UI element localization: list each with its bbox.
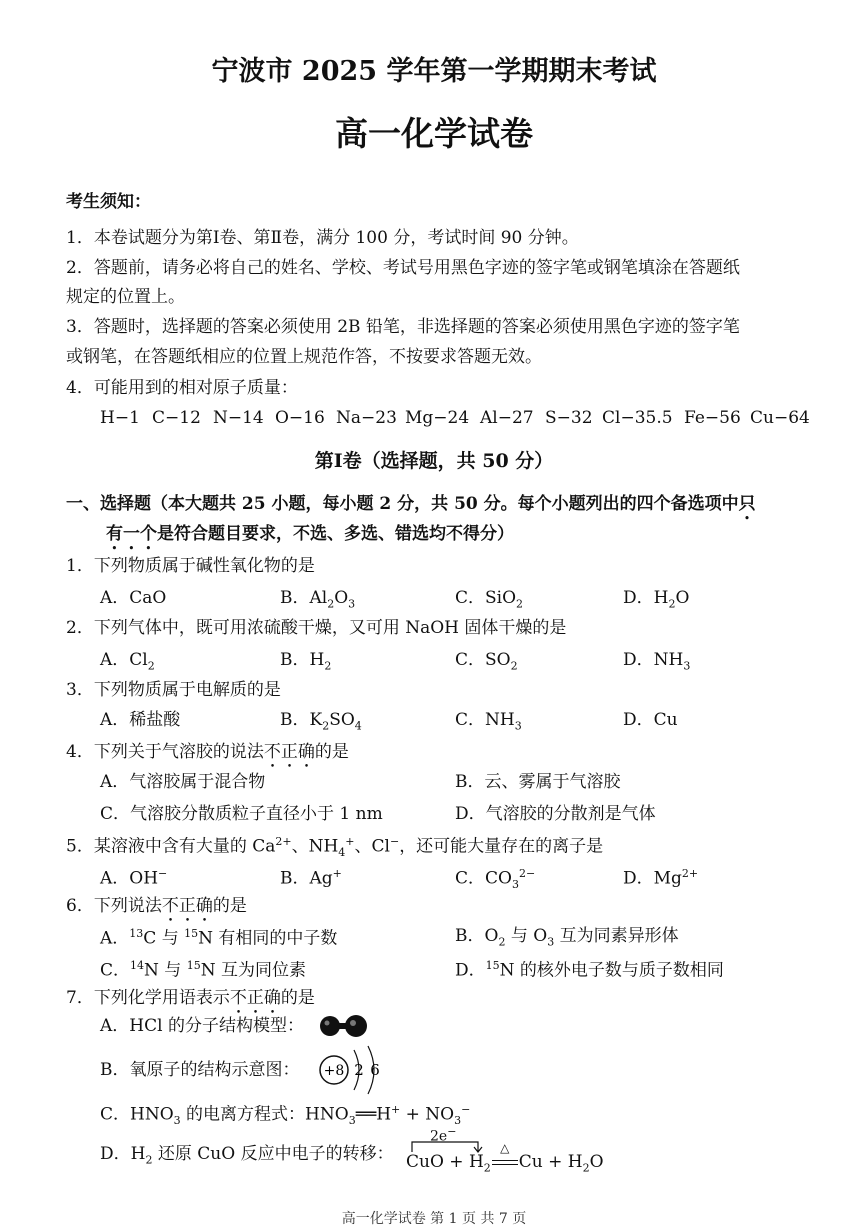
notice-item-3-line1: 3．答题时，选择题的答案必须使用 2B 铅笔，非选择题的答案必须使用黑色字迹的签字笔 xyxy=(66,317,740,337)
question-4-option-c[interactable]: C．气溶胶分散质粒子直径小于 1 nm xyxy=(100,804,383,824)
atomic-mass: Cl−35.5 xyxy=(602,408,673,428)
question-3-stem: 3．下列物质属于电解质的是 xyxy=(66,680,281,700)
question-6-option-a[interactable]: A．$^{13}$C 与 $^{15}$N 有相同的中子数 xyxy=(100,927,338,949)
question-3-option-b[interactable]: B．$K_2SO_4$ xyxy=(280,710,362,733)
question-5-option-b[interactable]: B．Ag+ xyxy=(280,867,342,889)
question-3-option-c[interactable]: C．$NH_3$ xyxy=(455,710,522,733)
question-2-option-c[interactable]: C．$SO_2$ xyxy=(455,650,518,673)
atomic-mass: N−14 xyxy=(213,408,264,428)
nucleus-charge-label: +8 xyxy=(323,1063,345,1079)
question-1-option-b[interactable]: B．$Al_2O_3$ xyxy=(280,588,356,611)
question-2-stem: 2．下列气体中，既可用浓硫酸干燥，又可用 NaOH 固体干燥的是 xyxy=(66,618,567,638)
section-instructions-line2: 有一个是符合题目要求，不选、多选、错选均不得分） xyxy=(106,524,514,544)
question-6-option-c[interactable]: C．$^{14}$N 与 $^{15}$N 互为同位素 xyxy=(100,959,306,981)
atomic-mass: S−32 xyxy=(545,408,593,428)
notice-item-1: 1．本卷试题分为第Ⅰ卷、第Ⅱ卷，满分 100 分，考试时间 90 分钟。 xyxy=(66,228,579,248)
section-instructions-line1: 一、选择题（本大题共 25 小题，每小题 2 分，共 50 分。每个小题列出的四个备选项中只 xyxy=(66,494,756,514)
question-6-option-b[interactable]: B．$O_2$ 与 $O_3$ 互为同素异形体 xyxy=(455,926,679,949)
page-footer: 高一化学试卷 第 1 页 共 7 页 xyxy=(341,1211,527,1227)
question-1-option-a[interactable]: A．CaO xyxy=(100,588,167,608)
question-7-option-b[interactable]: B．氧原子的结构示意图： xyxy=(100,1060,300,1080)
atomic-mass: Cu−64 xyxy=(750,408,810,428)
question-2-option-a[interactable]: A．$Cl_2$ xyxy=(100,650,155,673)
notice-item-2-line1: 2．答题前，请务必将自己的姓名、学校、考试号用黑色字迹的签字笔或钢笔填涂在答题纸 xyxy=(66,258,740,278)
question-7-option-a[interactable]: A．HCl 的分子结构模型： xyxy=(100,1016,304,1036)
atomic-mass: Na−23 xyxy=(336,408,397,428)
question-7-option-c[interactable]: C．$HNO_3$ 的电离方程式：$HNO_3══H^+ + NO_3^-$ xyxy=(100,1103,471,1128)
question-2-option-b[interactable]: B．$H_2$ xyxy=(280,650,332,673)
notice-item-3-line2: 或钢笔，在答题纸相应的位置上规范作答，不按要求答题无效。 xyxy=(66,347,542,367)
question-6-option-d[interactable]: D．$^{15}$N 的核外电子数与质子数相同 xyxy=(455,959,724,981)
question-2-option-d[interactable]: D．$NH_3$ xyxy=(623,650,691,673)
question-6-stem: 6．下列说法不正确的是 xyxy=(66,896,247,916)
notice-item-4: 4．可能用到的相对原子质量： xyxy=(66,378,298,398)
question-5-option-a[interactable]: A．OH− xyxy=(100,867,168,889)
atomic-masses-row xyxy=(0,410,868,430)
notice-item-2-line2: 规定的位置上。 xyxy=(66,287,185,307)
electron-transfer-label: 2e− xyxy=(430,1125,457,1145)
atomic-mass: C−12 xyxy=(152,408,201,428)
exam-subtitle: 高一化学试卷 xyxy=(335,114,533,153)
question-4-stem: 4．下列关于气溶胶的说法不正确的是 xyxy=(66,742,349,762)
atomic-mass: Mg−24 xyxy=(405,408,470,428)
question-1-stem: 1．下列物质属于碱性氧化物的是 xyxy=(66,556,315,576)
section-title: 第Ⅰ卷（选择题，共 50 分） xyxy=(314,450,554,472)
question-7-stem: 7．下列化学用语表示不正确的是 xyxy=(66,988,315,1008)
question-3-option-d[interactable]: D．Cu xyxy=(623,710,678,730)
question-3-option-a[interactable]: A．稀盐酸 xyxy=(100,710,181,730)
atomic-mass: Fe−56 xyxy=(684,408,741,428)
atomic-mass: O−16 xyxy=(275,408,325,428)
question-4-option-b[interactable]: B．云、雾属于气溶胶 xyxy=(455,772,621,792)
atomic-mass: Al−27 xyxy=(480,408,534,428)
shell-1-electrons: 2 xyxy=(354,1061,364,1079)
oxygen-atom-structure-diagram xyxy=(318,1042,390,1098)
cuo-reduction-equation: CuO + $H_2$ △ $Cu + H_2O$ xyxy=(406,1141,604,1175)
question-5-stem: 5．某溶液中含有大量的 $Ca^{2+}$、$NH_4^+$、Cl−，还可能大量存在的离子是 xyxy=(66,835,604,860)
question-1-option-c[interactable]: C．SiO$_2$ xyxy=(455,588,524,611)
question-4-option-d[interactable]: D．气溶胶的分散剂是气体 xyxy=(455,804,656,824)
question-5-option-c[interactable]: C．$CO_3^{2-}$ xyxy=(455,867,536,892)
question-7-option-d[interactable]: D．$H_2$ 还原 CuO 反应中电子的转移： xyxy=(100,1144,394,1167)
question-1-option-d[interactable]: D．$H_2O$ xyxy=(623,588,690,611)
heat-symbol: △ xyxy=(500,1141,510,1155)
shell-2-electrons: 6 xyxy=(370,1061,380,1079)
hcl-ball-model-icon xyxy=(318,1014,370,1038)
exam-title: 宁波市 2025 学年第一学期期末考试 xyxy=(211,56,657,87)
atomic-mass: H−1 xyxy=(100,408,140,428)
question-4-option-a[interactable]: A．气溶胶属于混合物 xyxy=(100,772,266,792)
notice-heading: 考生须知： xyxy=(66,192,151,212)
question-5-option-d[interactable]: D．$Mg^{2+}$ xyxy=(623,867,699,889)
